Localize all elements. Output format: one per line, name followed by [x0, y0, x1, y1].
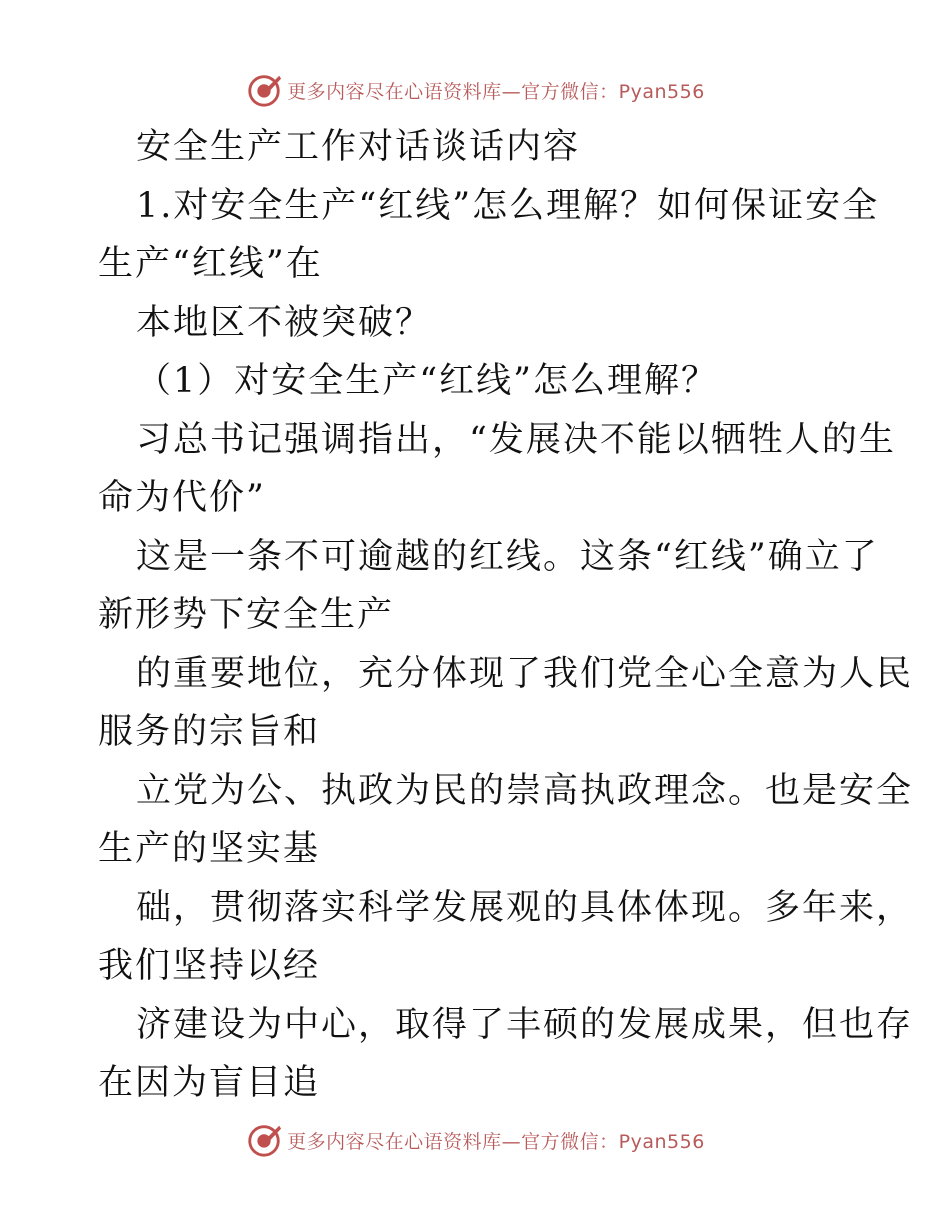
- paragraph-line: 1.对安全生产“红线”怎么理解？如何保证安全: [136, 185, 880, 226]
- paragraph-line: 生产“红线”在: [98, 244, 323, 284]
- paragraph-line: 立党为公、执政为民的崇高执政理念。也是安全: [136, 770, 914, 811]
- paragraph-line: 本地区不被突破？: [136, 302, 433, 343]
- footer-banner: [0, 1118, 950, 1162]
- document-body: [98, 118, 914, 1113]
- footer-banner-text: 更多内容尽在心语资料库—官方微信：Pyan556: [287, 1130, 705, 1153]
- paragraph-line: 习总书记强调指出，“发展决不能以牺牲人的生: [136, 419, 896, 460]
- header-banner: [0, 68, 950, 112]
- paragraph-line: 的重要地位，充分体现了我们党全心全意为人民: [136, 653, 914, 694]
- paragraph-line: 我们坚持以经: [98, 946, 321, 986]
- header-banner-text: 更多内容尽在心语资料库—官方微信：Pyan556: [287, 80, 705, 103]
- paragraph-line: （1）对安全生产“红线”怎么理解？: [136, 361, 719, 401]
- paragraph-line: 在因为盲目追: [98, 1063, 321, 1103]
- logo-icon: [245, 71, 283, 109]
- paragraph-line: 生产的坚实基: [98, 829, 321, 869]
- paragraph-line: 这是一条不可逾越的红线。这条“红线”确立了: [136, 536, 879, 577]
- paragraph-line: 安全生产工作对话谈话内容: [136, 127, 581, 167]
- paragraph-line: 命为代价”: [98, 478, 266, 518]
- paragraph-line: 济建设为中心，取得了丰硕的发展成果，但也存: [136, 1004, 914, 1045]
- logo-icon: [245, 1121, 283, 1159]
- paragraph-line: 服务的宗旨和: [98, 712, 321, 752]
- paragraph-line: 础，贯彻落实科学发展观的具体体现。多年来，: [136, 887, 914, 928]
- paragraph-line: 新形势下安全生产: [98, 595, 395, 635]
